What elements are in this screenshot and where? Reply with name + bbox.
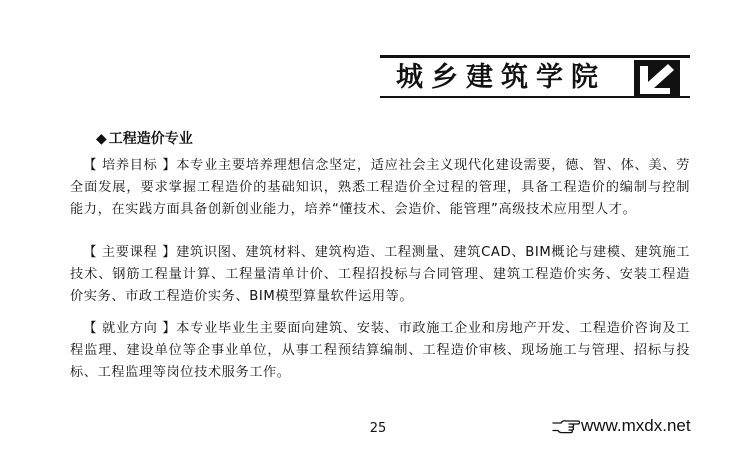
paragraph-text: 建筑识图、建筑材料、建筑构造、工程测量、建筑CAD、BIM概论与建模、建筑施工技术、钢筋工程量计算、工程量清单计价、工程招投标与合同管理、建筑工程造价实务、安装工程造价实务、市政工程造价实务、BIM模型算量软件运用等。 <box>70 245 690 304</box>
section-heading <box>96 129 193 149</box>
paragraph-text: 本专业主要培养理想信念坚定，适应社会主义现代化建设需要，德、智、体、美、劳全面发展，要求掌握工程造价的基础知识，熟悉工程造价全过程的管理，具备工程造价的编制与控制能力，在实践方面具备创新创业能力，培养“懂技术、会造价、能管理”高级技术应用型人才。 <box>70 158 690 217</box>
footer-url-text: www.mxdx.net <box>581 416 691 435</box>
page-number: 25 <box>369 421 387 436</box>
diamond-bullet-icon: ◆ <box>96 131 107 147</box>
arrow-down-left-icon <box>634 60 680 98</box>
paragraph-label: 【 培养目标 】 <box>83 158 177 173</box>
paragraph-label: 【 主要课程 】 <box>83 245 177 260</box>
paragraph-label: 【 就业方向 】 <box>83 321 177 336</box>
section-heading-text: 工程造价专业 <box>108 131 193 147</box>
footer-url <box>552 415 691 437</box>
paragraph-career-direction <box>70 318 690 383</box>
pointing-hand-icon <box>552 418 580 434</box>
header-rule-bottom <box>380 96 690 98</box>
paragraph-training-goal <box>70 155 690 220</box>
paragraph-text: 本专业毕业生主要面向建筑、安装、市政施工企业和房地产开发、工程造价咨询及工程监理、建设单位等企事业单位，从事工程预结算编制、工程造价审核、现场施工与管理、招标与投标、工程监理等岗位技术服务工作。 <box>70 321 690 380</box>
header-title: 城乡建筑学院 <box>396 62 606 93</box>
header-rule-top <box>380 55 690 58</box>
paragraph-main-courses <box>70 242 690 307</box>
